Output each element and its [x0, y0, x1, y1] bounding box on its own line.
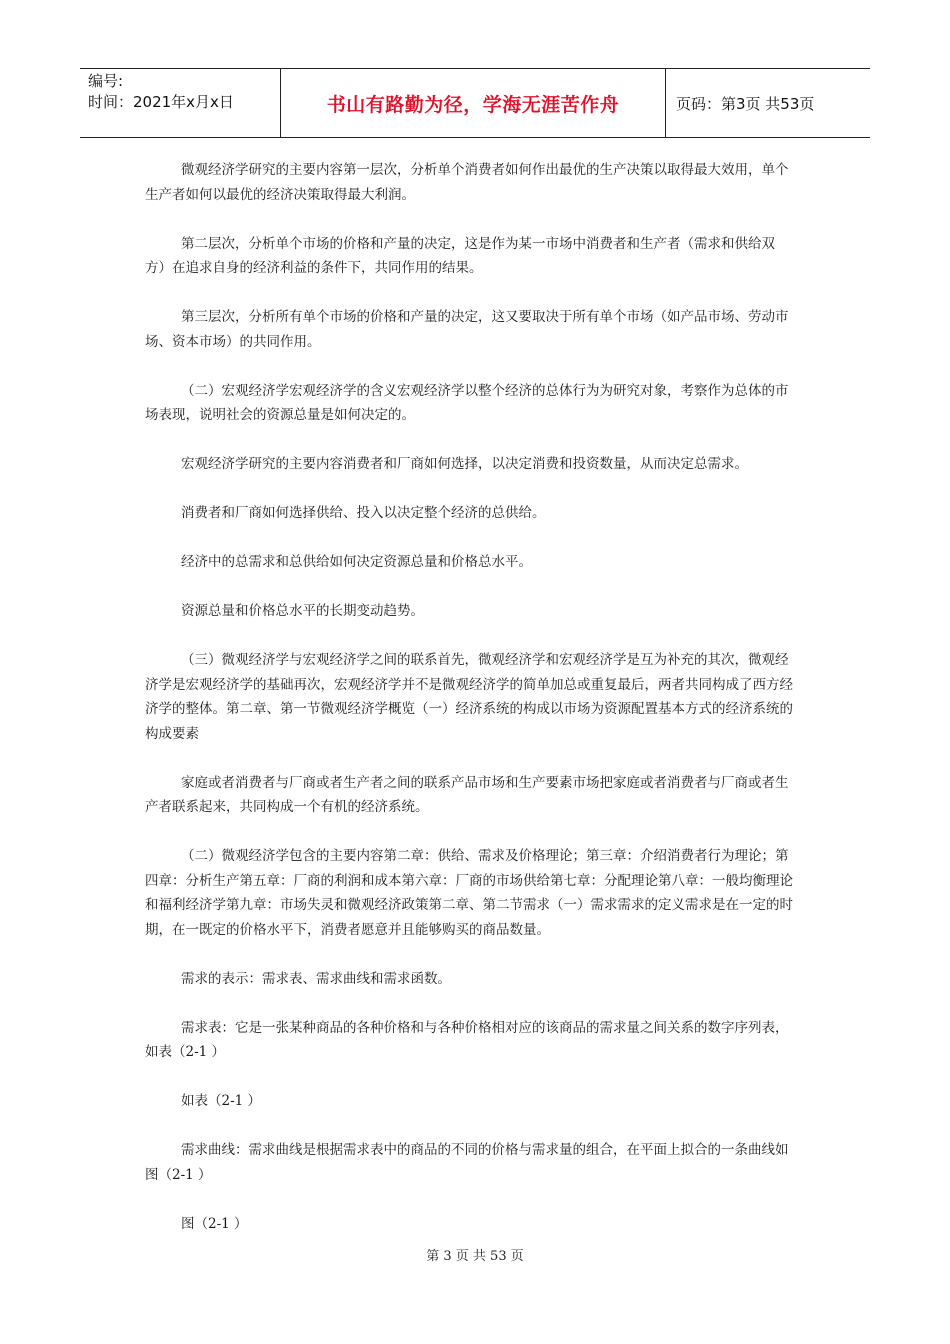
header-page-info: 页码：第3页 共53页 — [676, 94, 815, 113]
header-motto: 书山有路勤为径，学海无涯苦作舟 — [281, 69, 666, 137]
paragraph: 资源总量和价格总水平的长期变动趋势。 — [181, 603, 424, 619]
paragraph: 需求曲线：需求曲线是根据需求表中的商品的不同的价格与需求量的组合，在平面上拟合的一条曲线如图（2-1 ） — [145, 1142, 789, 1183]
paragraph: 消费者和厂商如何选择供给、投入以决定整个经济的总供给。 — [181, 505, 546, 521]
paragraph: 微观经济学研究的主要内容第一层次，分析单个消费者如何作出最优的生产决策以取得最大效用，单个生产者如何以最优的经济决策取得最大利润。 — [145, 162, 789, 203]
paragraph: 第二层次，分析单个市场的价格和产量的决定，这是作为某一市场中消费者和生产者（需求和供给双方）在追求自身的经济利益的条件下，共同作用的结果。 — [145, 235, 775, 276]
page-footer: 第 3 页 共 53 页 — [426, 1249, 524, 1264]
time-label: 时间：2021年x月x日 — [88, 93, 234, 111]
paragraph: 需求的表示：需求表、需求曲线和需求函数。 — [181, 970, 451, 987]
paragraph: 第三层次，分析所有单个市场的价格和产量的决定，这又要取决于所有单个市场（如产品市场、劳动市场、资本市场）的共同作用。 — [145, 309, 789, 350]
header-meta — [80, 69, 281, 137]
paragraph: 经济中的总需求和总供给如何决定资源总量和价格总水平。 — [181, 554, 532, 570]
paragraph: 宏观经济学研究的主要内容消费者和厂商如何选择，以决定消费和投资数量，从而决定总需求。 — [181, 456, 748, 472]
paragraph: 需求表：它是一张某种商品的各种价格和与各种价格相对应的该商品的需求量之间关系的数字序列表，如表（2-1 ） — [145, 1019, 789, 1060]
paragraph: （三）微观经济学与宏观经济学之间的联系首先，微观经济学和宏观经济学是互为补充的其次，微观经济学是宏观经济学的基础再次，宏观经济学并不是微观经济学的简单加总或重复最后，两者共同构成了西方经济学的整体。第二章、第一节微观经济学概览（一）经济系统的构成以市场为资源配置基本方式的经济系统的构成要素 — [145, 652, 793, 742]
page-header — [80, 68, 870, 138]
document-body — [145, 158, 795, 1261]
paragraph: 家庭或者消费者与厂商或者生产者之间的联系产品市场和生产要素市场把家庭或者消费者与厂商或者生产者联系起来，共同构成一个有机的经济系统。 — [145, 774, 789, 815]
paragraph: （二）微观经济学包含的主要内容第二章：供给、需求及价格理论；第三章：介绍消费者行为理论；第四章：分析生产第五章：厂商的利润和成本第六章：厂商的市场供给第七章：分配理论第八章：一般均衡理论和福利经济学第九章：市场失灵和微观经济政策第二章、第二节需求（一）需求需求的定义需求是在一定的时期，在一既定的价格水平下，消费者愿意并且能够购买的商品数量。 — [145, 848, 793, 938]
paragraph: 图（2-1 ） — [181, 1215, 248, 1232]
paragraph: （二）宏观经济学宏观经济学的含义宏观经济学以整个经济的总体行为为研究对象，考察作为总体的市场表现，说明社会的资源总量是如何决定的。 — [145, 382, 789, 423]
number-label: 编号: — [88, 72, 124, 90]
paragraph: 如表（2-1 ） — [181, 1093, 262, 1109]
